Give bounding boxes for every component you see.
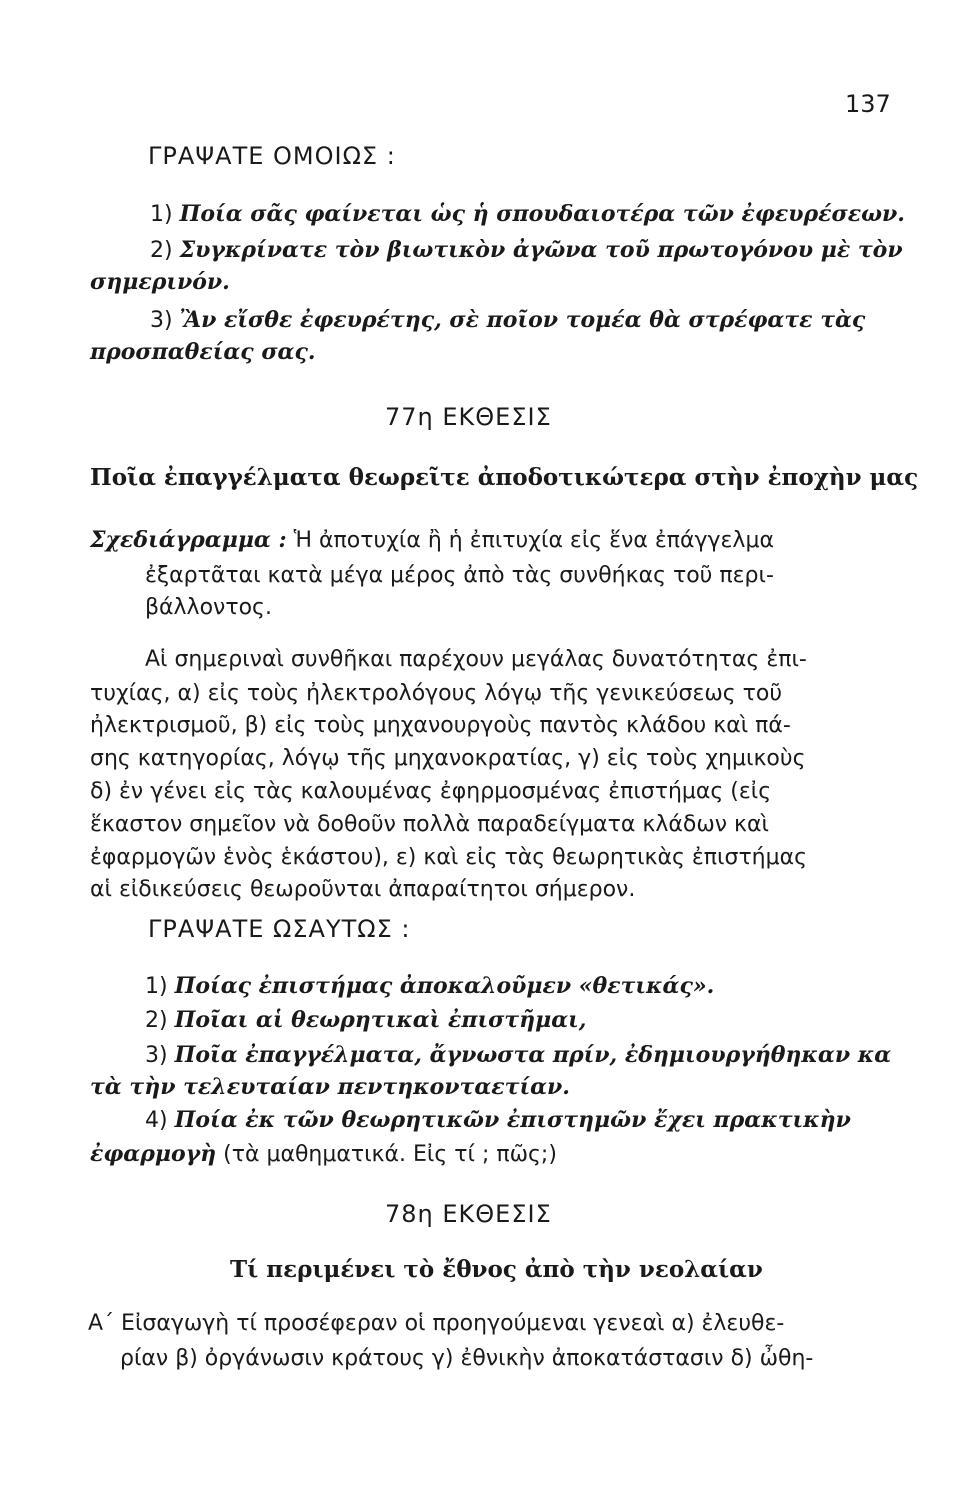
question-number: 2) [150, 238, 173, 263]
paragraph-line: ἐφαρμογῶν ἑνὸς ἑκάστου), ε) καὶ εἰς τὰς θεωρητικὰς ἐπιστήμας [90, 845, 808, 870]
question-1 [150, 200, 905, 229]
question-3 [150, 306, 865, 335]
question-text: Ποίας ἐπιστήμας ἀποκαλοῦμεν «θετικάς». [174, 973, 715, 999]
question-number: 2) [145, 1008, 168, 1033]
section-heading: ΓΡΑΨΑΤΕ ΟΜΟΙΩΣ : [148, 142, 396, 170]
question-2 [145, 1006, 586, 1035]
section-heading-2: ΓΡΑΨΑΤΕ ΩΣΑΥΤΩΣ : [148, 915, 411, 943]
essay-78-line-1: Α΄ Εἰσαγωγὴ τί προσέφεραν οἱ προηγούμεναι γενεαὶ α) ἐλευθε- [88, 1311, 785, 1336]
question-text: Ποῖαι αἱ θεωρητικαὶ ἐπιστῆμαι, [174, 1007, 587, 1033]
paragraph-line: τυχίας, α) εἰς τοὺς ἠλεκτρολόγους λόγῳ τῆς γενικεύσεως τοῦ [90, 681, 783, 706]
question-4 [145, 1106, 851, 1135]
outline-line-2: ἐξαρτᾶται κατὰ μέγα μέρος ἀπὸ τὰς συνθήκας τοῦ περι- [145, 563, 774, 588]
question-text-plain: (τὰ μαθηματικά. Εἰς τί ; πῶς;) [223, 1142, 557, 1167]
essay-78-title: Τί περιμένει τὸ ἔθνος ἀπὸ τὴν νεολαίαν [230, 1256, 763, 1283]
essay-77-number: 77η ΕΚΘΕΣΙΣ [385, 403, 552, 431]
paragraph-line: ἕκαστον σημεῖον νὰ δοθοῦν πολλὰ παραδείγματα κλάδων καὶ [90, 812, 769, 837]
question-number: 1) [145, 974, 168, 999]
question-3-continuation: προσπαθείας σας. [90, 339, 316, 365]
paragraph-line: αἱ εἰδικεύσεις θεωροῦνται ἀπαραίτητοι σήμερον. [90, 877, 636, 902]
outline-text: Ἡ ἀποτυχία ἢ ἡ ἐπιτυχία εἰς ἕνα ἐπάγγελμα [293, 528, 774, 553]
question-4-continuation [90, 1140, 557, 1169]
essay-77-title: Ποῖα ἐπαγγέλματα θεωρεῖτε ἀποδοτικώτερα στὴν ἐποχὴν μας [90, 464, 919, 491]
question-number: 3) [150, 308, 173, 333]
question-3-continuation: τὰ τὴν τελευταίαν πεντηκονταετίαν. [90, 1074, 570, 1100]
outline-label: Σχεδιάγραμμα : [90, 527, 287, 553]
page-number: 137 [845, 90, 891, 118]
paragraph-line: σης κατηγορίας, λόγῳ τῆς μηχανοκρατίας, γ) εἰς τοὺς χημικοὺς [90, 746, 806, 771]
question-number: 1) [150, 202, 173, 227]
question-text: Ποία ἐκ τῶν θεωρητικῶν ἐπιστημῶν ἔχει πρακτικὴν [174, 1107, 851, 1133]
outline-line-3: βάλλοντος. [145, 595, 272, 620]
question-text: Ποῖα ἐπαγγέλματα, ἄγνωστα πρίν, ἐδημιουργήθηκαν κα [174, 1042, 892, 1068]
essay-78-number: 78η ΕΚΘΕΣΙΣ [385, 1200, 552, 1228]
question-1 [145, 972, 714, 1001]
essay-78-line-2: ρίαν β) ὀργάνωσιν κράτους γ) ἐθνικὴν ἀποκατάστασιν δ) ὦθη- [120, 1346, 814, 1371]
question-text: Συγκρίνατε τὸν βιωτικὸν ἀγῶνα τοῦ πρωτογόνου μὲ τὸν [179, 237, 903, 263]
question-number: 4) [145, 1108, 168, 1133]
question-2-continuation: σημερινόν. [90, 269, 230, 295]
question-text-italic: ἐφαρμογὴ [90, 1141, 217, 1167]
question-text: Ποία σᾶς φαίνεται ὡς ἡ σπουδαιοτέρα τῶν ἐφευρέσεων. [179, 201, 905, 227]
question-2 [150, 236, 903, 265]
paragraph-line: δ) ἐν γένει εἰς τὰς καλουμένας ἐφηρμοσμένας ἐπιστήμας (εἰς [90, 779, 772, 804]
paragraph-line: Αἱ σημεριναὶ συνθῆκαι παρέχουν μεγάλας δυνατότητας ἐπι- [145, 647, 807, 672]
outline-line-1 [90, 526, 774, 555]
question-3 [145, 1041, 891, 1070]
paragraph-line: ἠλεκτρισμοῦ, β) εἰς τοὺς μηχανουργοὺς παντὸς κλάδου καὶ πά- [90, 713, 791, 738]
question-text: Ἂν εἴσθε ἐφευρέτης, σὲ ποῖον τομέα θὰ στρέφατε τὰς [179, 307, 866, 333]
question-number: 3) [145, 1043, 168, 1068]
